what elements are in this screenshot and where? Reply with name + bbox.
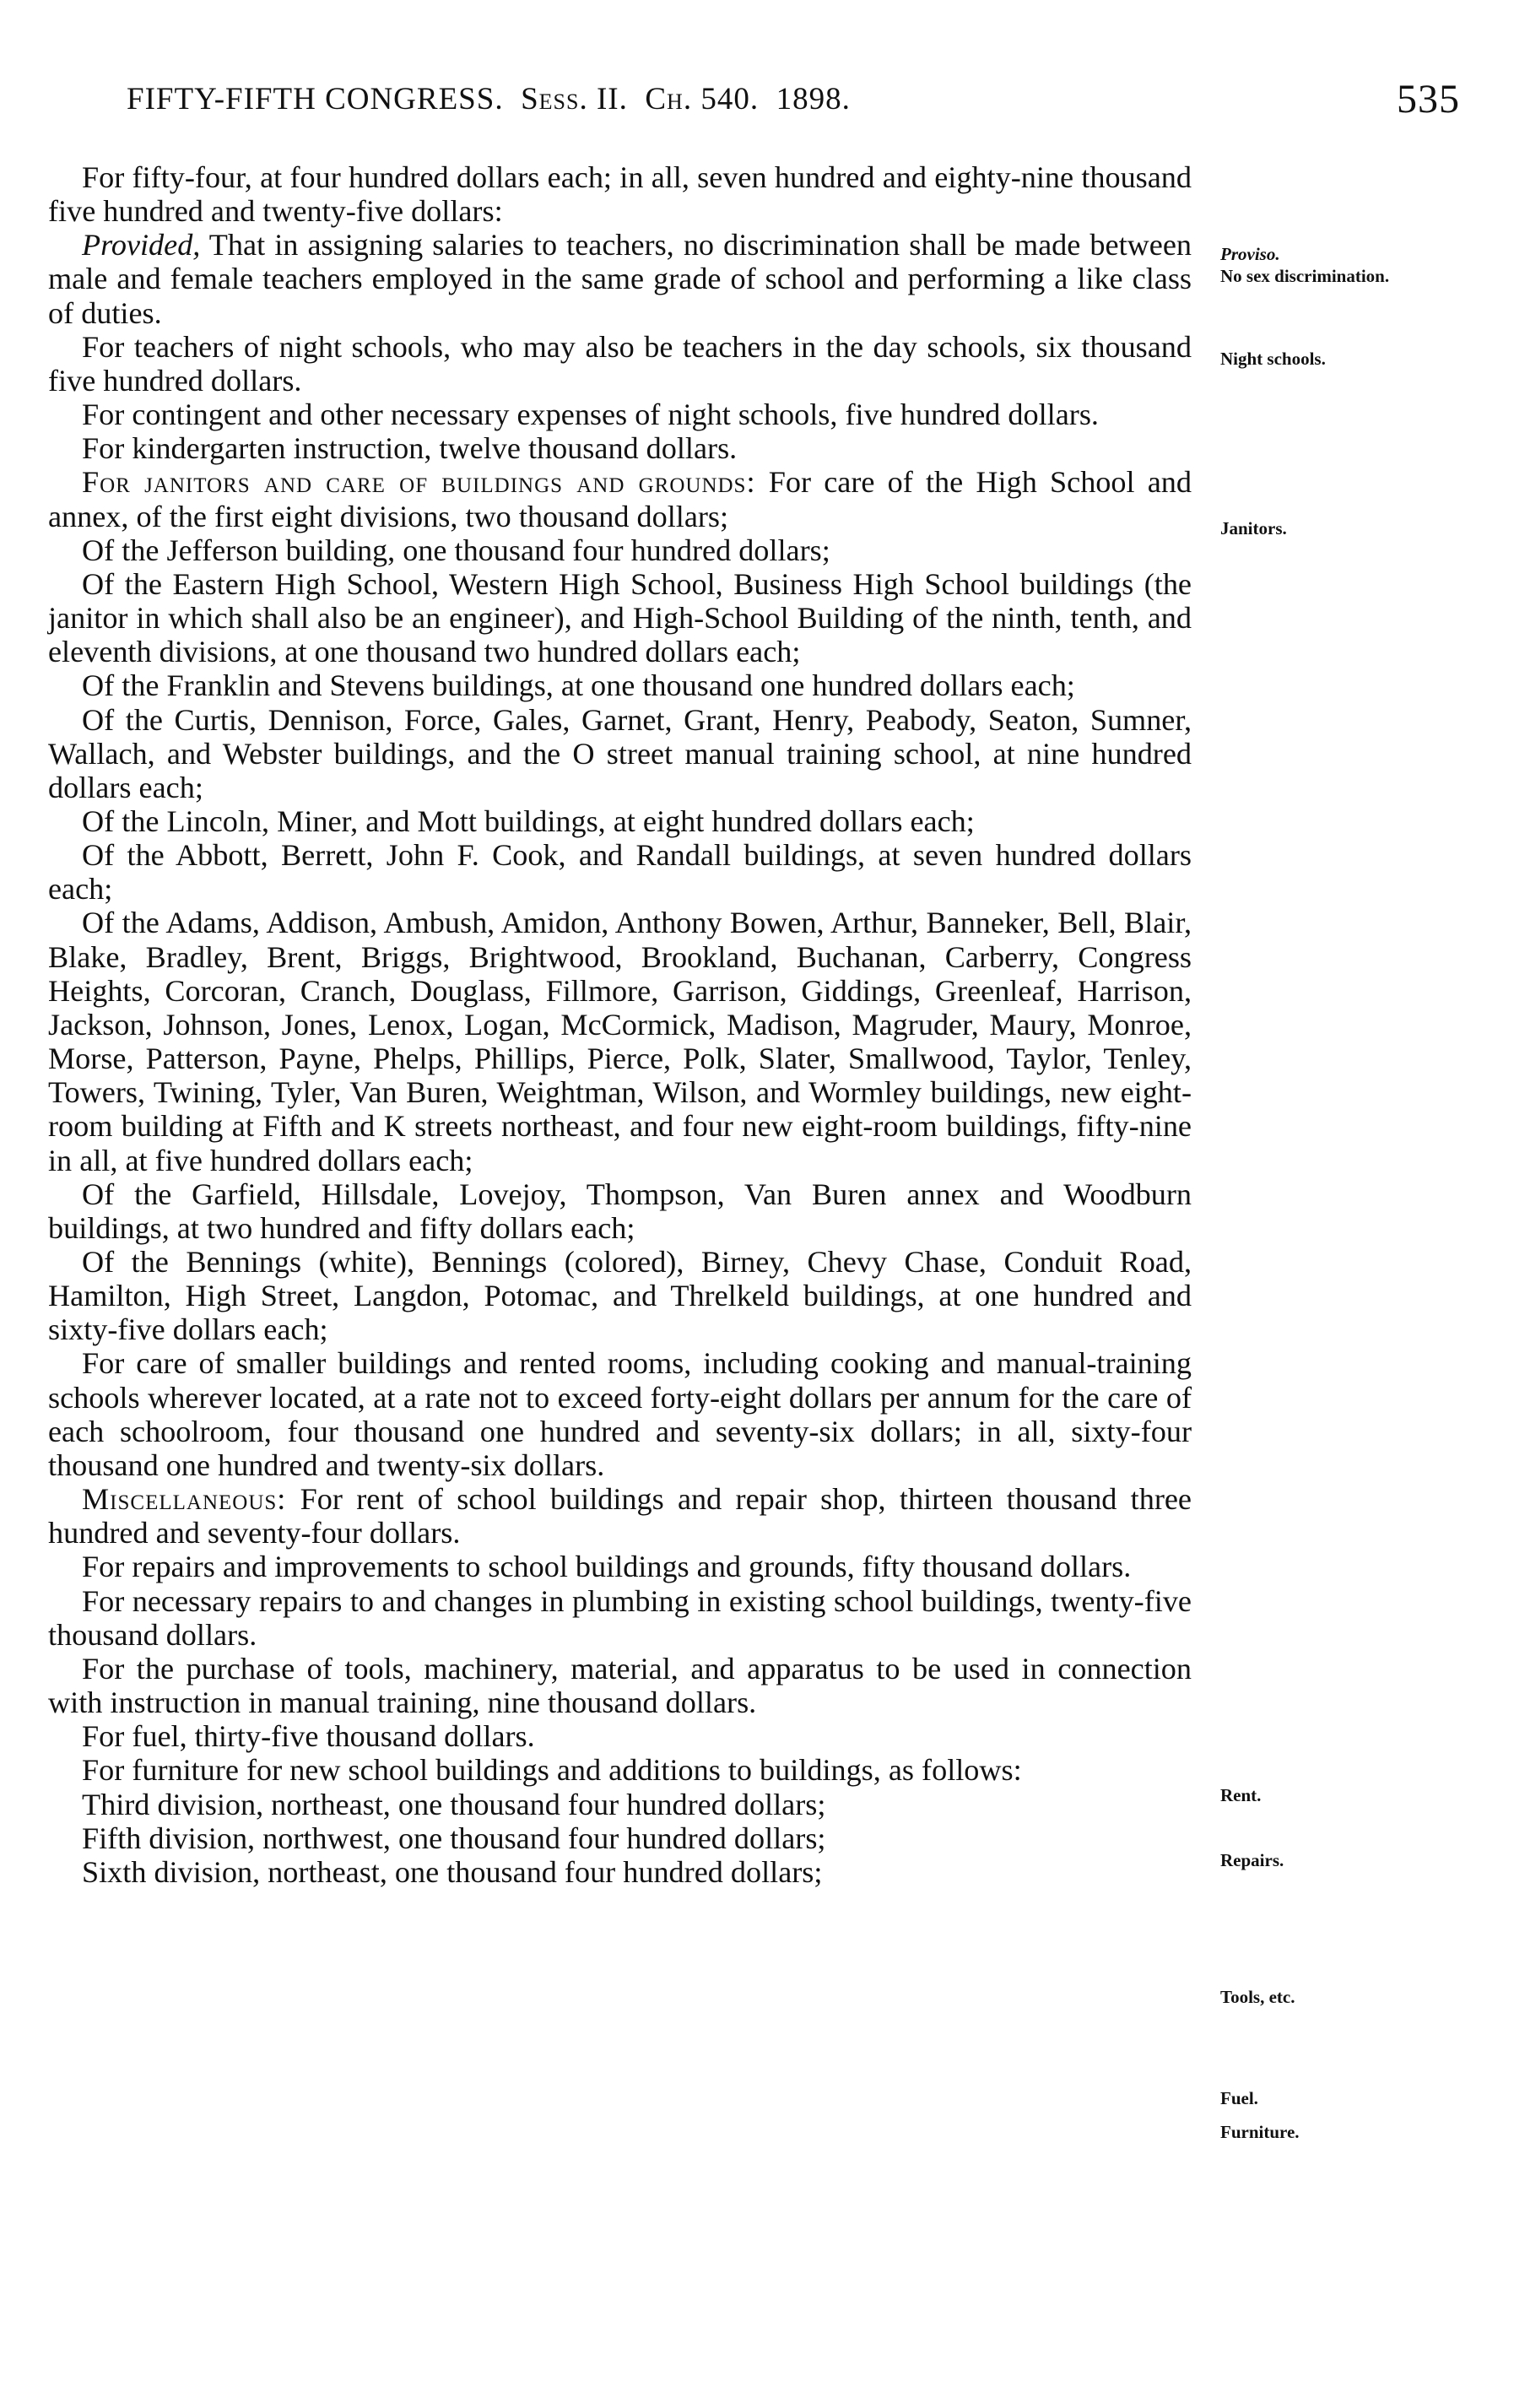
paragraph-adams: Of the Adams, Addison, Ambush, Amidon, Anthony Bowen, Arthur, Banneker, Bell, Blair, Blake, Bradley, Brent, Briggs, Brightwood, Brookland, Buchanan, Carberry, Congress Heights, Corcoran, Cranch, Douglass, Fillmore, Garrison, Giddings, Greenleaf, Harrison, Jackson, Johnson, Jones, Lenox, Logan, McCormick, Madison, Magruder, Maury, Monroe, Morse, Patterson, Payne, Phelps, Phillips, Pierce, Polk, Slater, Smallwood, Taylor, Tenley, Towers, Twining, Tyler, Van Buren, Weightman, Wilson, and Wormley buildings, new eight-room building at Fifth and K streets northeast, and four new eight-room buildings, fifty-nine in all, at five hundred dollars each;	[48, 906, 1192, 1177]
page-number: 535	[1397, 77, 1460, 122]
margin-note-no-sex-discrimination: No sex discrimination.	[1220, 266, 1390, 286]
paragraph-fifth-division: Fifth division, northwest, one thousand four hundred dollars;	[82, 1821, 826, 1855]
margin-note-repairs: Repairs.	[1220, 1850, 1284, 1870]
paragraph-fifty-four: For fifty-four, at four hundred dollars each; in all, seven hundred and eighty-nine thousand five hundred and twenty-five dollars:	[48, 160, 1192, 229]
proviso-lead: Provided,	[82, 228, 201, 262]
paragraph-lincoln: Of the Lincoln, Miner, and Mott buildings, at eight hundred dollars each;	[82, 804, 975, 838]
paragraph-tools: For the purchase of tools, machinery, material, and apparatus to be used in connection with instruction in manual training, nine thousand dollars.	[48, 1651, 1192, 1720]
miscellaneous-heading: Miscellaneous:	[82, 1482, 287, 1517]
congress-title: FIFTY-FIFTH CONGRESS.	[127, 82, 504, 116]
paragraph-furniture: For furniture for new school buildings and additions to buildings, as follows:	[82, 1753, 1022, 1788]
paragraph-night-expenses: For contingent and other necessary expenses of night schools, five hundred dollars.	[82, 398, 1099, 432]
margin-note-furniture: Furniture.	[1220, 2122, 1300, 2142]
miscellaneous-text: For rent of school buildings and repair shop, thirteen thousand three hundred and seventy-four dollars.	[48, 1482, 1192, 1550]
margin-note-fuel: Fuel.	[1220, 2088, 1258, 2108]
margin-note-tools: Tools, etc.	[1220, 1987, 1295, 2007]
paragraph-garfield: Of the Garfield, Hillsdale, Lovejoy, Thompson, Van Buren annex and Woodburn buildings, at two hundred and fifty dollars each;	[48, 1177, 1192, 1245]
margin-note-night-schools: Night schools.	[1220, 349, 1326, 369]
paragraph-franklin: Of the Franklin and Stevens buildings, at one thousand one hundred dollars each;	[82, 668, 1075, 703]
paragraph-abbott: Of the Abbott, Berrett, John F. Cook, and Randall buildings, at seven hundred dollars each;	[48, 838, 1192, 906]
year-label: 1898.	[776, 82, 851, 116]
janitors-heading: For janitors and care of buildings and grounds:	[82, 465, 756, 500]
paragraph-sixth-division: Sixth division, northeast, one thousand four hundred dollars;	[82, 1854, 823, 1889]
paragraph-repairs: For repairs and improvements to school buildings and grounds, fifty thousand dollars.	[82, 1550, 1132, 1584]
chapter-label: Ch. 540.	[645, 82, 760, 116]
paragraph-high-schools: Of the Eastern High School, Western High School, Business High School buildings (the janitor in which shall also be an engineer), and High-School Building of the ninth, tenth, and eleventh divisions, at one thousand two hundred dollars each;	[48, 566, 1192, 669]
janitors-text: For care of the High School and annex, of the first eight divisions, two thousand dollars;	[48, 465, 1192, 533]
proviso-text: That in assigning salaries to teachers, no discrimination shall be made between male and female teachers employed in the same grade of school and performing a like class of duties.	[48, 228, 1192, 330]
margin-note-proviso: Proviso.	[1220, 244, 1280, 264]
margin-note-rent: Rent.	[1220, 1785, 1262, 1805]
paragraph-fuel: For fuel, thirty-five thousand dollars.	[82, 1719, 535, 1754]
margin-note-janitors: Janitors.	[1220, 518, 1287, 538]
paragraph-curtis: Of the Curtis, Dennison, Force, Gales, Garnet, Grant, Henry, Peabody, Seaton, Sumner, Wallach, and Webster buildings, and the O street manual training school, at nine hundred dollars each;	[48, 702, 1192, 804]
paragraph-smaller-buildings: For care of smaller buildings and rented rooms, including cooking and manual-training schools wherever located, at a rate not to exceed forty-eight dollars per annum for the care of each schoolroom, four thousand one hundred and seventy-six dollars; in all, sixty-four thousand one hundred and twenty-six dollars.	[48, 1346, 1192, 1482]
paragraph-plumbing: For necessary repairs to and changes in plumbing in existing school buildings, twenty-five thousand dollars.	[48, 1583, 1192, 1652]
paragraph-jefferson: Of the Jefferson building, one thousand four hundred dollars;	[82, 533, 830, 567]
session-label: Sess. II.	[521, 82, 628, 116]
paragraph-third-division: Third division, northeast, one thousand four hundred dollars;	[82, 1787, 826, 1821]
paragraph-kindergarten: For kindergarten instruction, twelve thousand dollars.	[82, 431, 738, 466]
paragraph-bennings: Of the Bennings (white), Bennings (colored), Birney, Chevy Chase, Conduit Road, Hamilton, High Street, Langdon, Potomac, and Threlkeld buildings, at one hundred and sixty-five dollars each;	[48, 1245, 1192, 1347]
paragraph-night-teachers: For teachers of night schools, who may also be teachers in the day schools, six thousand five hundred dollars.	[48, 329, 1192, 398]
